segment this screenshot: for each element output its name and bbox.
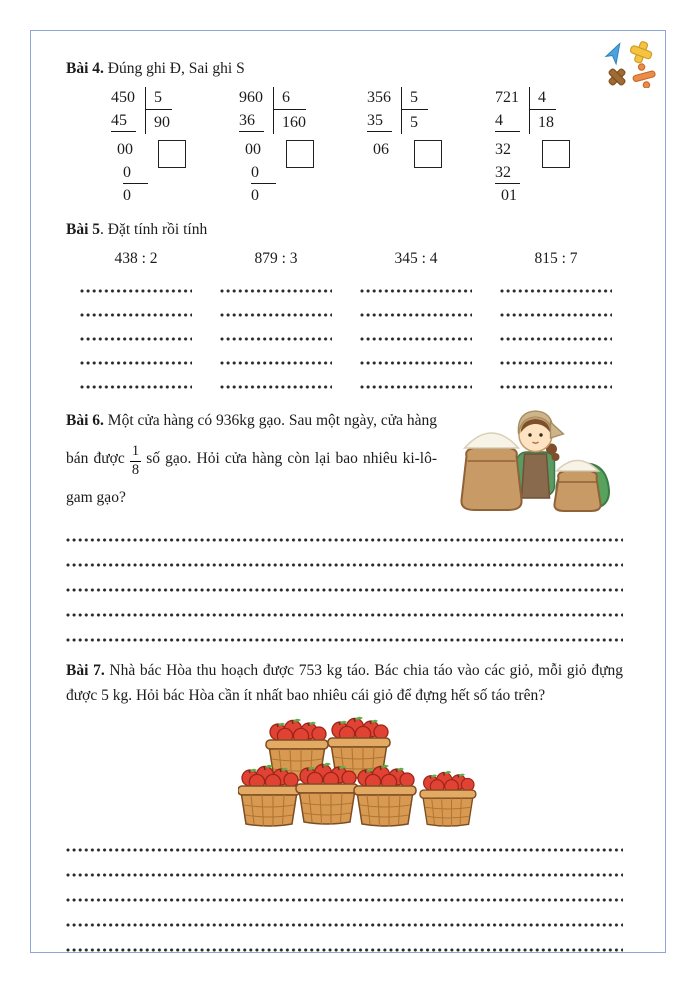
answer-line <box>66 898 623 902</box>
divisor: 4 <box>530 87 556 110</box>
division-work-row: 35 <box>367 110 401 133</box>
answer-dots <box>486 294 626 318</box>
division-work-row: 0 <box>123 187 131 204</box>
fraction-numerator: 1 <box>130 444 141 462</box>
division-work-row: 00 <box>245 141 261 158</box>
answer-dots <box>486 342 626 366</box>
division-work-row: 32 <box>495 141 511 158</box>
exercise7-label: Bài 7. <box>66 661 105 679</box>
bai5-problem: 345 : 4 <box>394 250 438 267</box>
divisor: 6 <box>274 87 306 110</box>
quotient: 90 <box>154 114 170 131</box>
worksheet-page <box>30 30 666 953</box>
exercise5-grid <box>66 248 623 390</box>
answer-dots <box>206 294 346 318</box>
exercise5-instruction: . Đặt tính rồi tính <box>100 221 208 238</box>
answer-checkbox[interactable] <box>158 140 186 168</box>
exercise5-heading <box>66 219 623 240</box>
division-work-row: 45 <box>111 110 145 133</box>
division-right-column <box>273 87 306 134</box>
answer-dots <box>346 342 486 366</box>
exercise4-heading <box>66 58 623 79</box>
answer-line <box>66 923 623 927</box>
division-problem <box>239 87 367 208</box>
answer-dots <box>206 366 346 390</box>
worksheet-content <box>31 31 665 952</box>
answer-dots <box>346 294 486 318</box>
answer-line <box>66 638 623 642</box>
answer-line <box>66 613 623 617</box>
dividend: 960 <box>239 89 263 106</box>
division-left-column <box>111 87 145 208</box>
exercise5-label: Bài 5 <box>66 221 101 238</box>
answer-dots <box>66 294 206 318</box>
division-work-row: 01 <box>501 187 517 204</box>
rice-sack-small <box>554 461 600 512</box>
rice-sack-large <box>461 433 521 510</box>
division-right-column <box>529 87 556 134</box>
exercise6-answer-lines <box>66 538 623 642</box>
division-right-column <box>145 87 172 134</box>
division-left-column <box>367 87 401 162</box>
answer-dots <box>66 318 206 342</box>
exercise6-text <box>66 402 437 517</box>
dividend: 450 <box>111 89 135 106</box>
answer-dots <box>206 318 346 342</box>
math-symbols-icon <box>604 38 658 88</box>
division-work-row: 0 <box>239 162 273 185</box>
answer-line <box>66 588 623 592</box>
division-work-row: 4 <box>495 110 529 133</box>
answer-dots <box>486 366 626 390</box>
quotient: 5 <box>410 114 418 131</box>
quotient: 160 <box>282 114 306 131</box>
apple-baskets-illustration <box>238 715 478 827</box>
answer-dots <box>66 366 206 390</box>
answer-line <box>66 948 623 952</box>
divisor: 5 <box>146 87 172 110</box>
exercise7-answer-lines <box>66 848 623 952</box>
division-left-column <box>239 87 273 208</box>
answer-dots <box>346 270 486 294</box>
exercise6 <box>66 402 623 517</box>
shopkeeper-rice-sacks-illustration <box>445 404 623 516</box>
answer-dots <box>346 318 486 342</box>
answer-checkbox[interactable] <box>414 140 442 168</box>
dividend: 356 <box>367 89 391 106</box>
exercise4-label: Bài 4. <box>66 60 104 77</box>
division-work-row: 32 <box>495 162 529 185</box>
answer-dots <box>346 366 486 390</box>
exercise7-question: Nhà bác Hòa thu hoạch được 753 kg táo. Bác chia táo vào các giỏ, mỗi giỏ đựng được 5 kg. Hỏi bác Hòa cần ít nhất bao nhiêu cái giỏ để đựng hết số táo trên? <box>66 661 623 704</box>
answer-dots <box>66 342 206 366</box>
bai5-problem: 879 : 3 <box>254 250 298 267</box>
division-work-row: 0 <box>251 187 259 204</box>
exercise6-text-after: số gạo. Hỏi cửa hàng còn lại bao nhiêu ki-lô-gam gạo? <box>66 450 438 506</box>
exercise4-instruction: Đúng ghi Đ, Sai ghi S <box>103 60 245 77</box>
fraction-denominator: 8 <box>131 462 140 478</box>
division-problem <box>111 87 239 208</box>
division-problem <box>495 87 623 208</box>
division-problems <box>111 87 623 208</box>
division-problem <box>367 87 495 208</box>
answer-line <box>66 848 623 852</box>
answer-checkbox[interactable] <box>286 140 314 168</box>
exercise7-text <box>66 658 623 708</box>
exercise6-label: Bài 6. <box>66 412 104 429</box>
answer-dots <box>66 270 206 294</box>
division-work-row: 00 <box>117 141 133 158</box>
division-left-column <box>495 87 529 208</box>
quotient: 18 <box>538 114 554 131</box>
division-right-column <box>401 87 428 134</box>
answer-dots <box>206 342 346 366</box>
division-work-row: 06 <box>373 141 389 158</box>
division-work-row: 0 <box>111 162 145 185</box>
bai5-problem: 438 : 2 <box>114 250 158 267</box>
answer-dots <box>206 270 346 294</box>
answer-line <box>66 873 623 877</box>
answer-dots <box>486 318 626 342</box>
answer-line <box>66 538 623 542</box>
division-work-row: 36 <box>239 110 273 133</box>
exercise6-text-before: Một cửa hàng có 936kg gạo. Sau một ngày, cửa hàng bán được <box>66 412 437 467</box>
answer-line <box>66 563 623 567</box>
answer-dots <box>486 270 626 294</box>
answer-checkbox[interactable] <box>542 140 570 168</box>
bai5-problem: 815 : 7 <box>534 250 578 267</box>
fraction-one-eighth <box>130 444 141 479</box>
dividend: 721 <box>495 89 519 106</box>
divisor: 5 <box>402 87 428 110</box>
